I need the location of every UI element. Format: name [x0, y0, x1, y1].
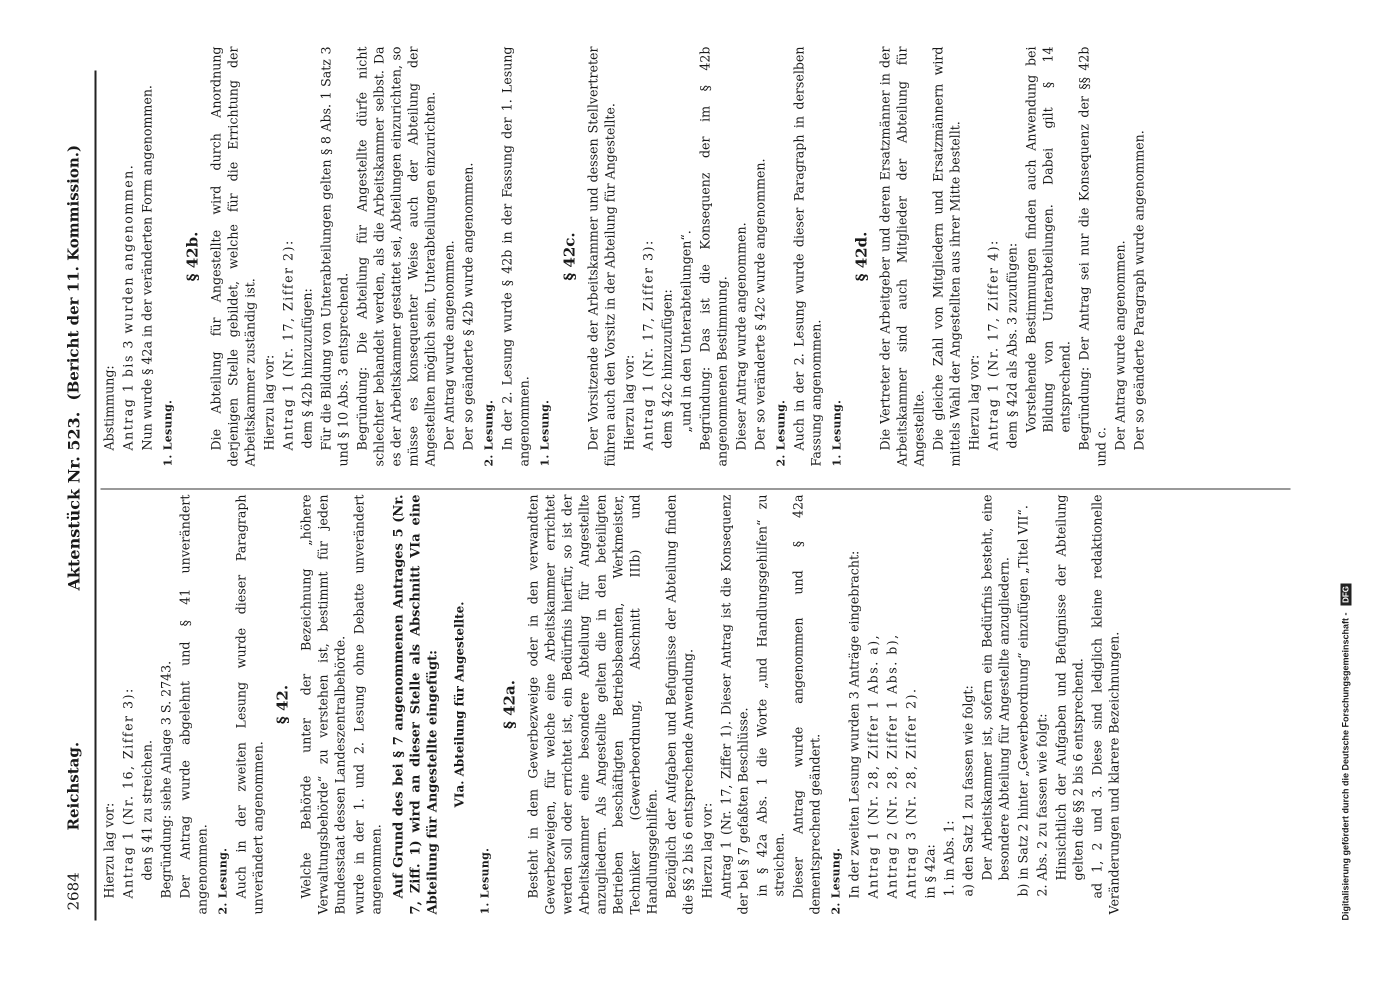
paragraph: ad 1, 2 und 3. Diese sind lediglich kleine redaktionelle Veränderungen und klarere Bezeichnungen. — [1089, 494, 1121, 914]
paragraph: a) den Satz 1 zu fassen wie folgt: — [960, 684, 975, 896]
paragraph: Antrag 3 (Nr. 28, Ziffer 2). — [903, 687, 918, 898]
paragraph: Antrag 1 (Nr. 17, Ziffer 3): — [640, 238, 655, 450]
bold-paragraph: Auf Grund des bei § 7 angenommenen Antrages 5 (Nr. 7, Ziff. 1) wird an dieser Stelle als Abschnitt VIa eine Abteilung für Angestellte eingefügt: — [391, 494, 440, 914]
paragraph: In der zweiten Lesung wurden 3 Anträge eingebracht: — [846, 550, 861, 898]
section-heading: § 42d. — [852, 231, 870, 281]
paragraph: Der Antrag wurde angenommen. — [1112, 239, 1127, 450]
paragraph: Antrag 1 (Nr. 17, Ziffer 2): — [280, 238, 295, 450]
section-label: 2. Lesung. — [216, 847, 229, 914]
right-column — [100, 46, 1290, 466]
subsection-heading: VIa. Abteilung für Angestellte. — [452, 601, 466, 807]
header-right-title: (Bericht der 11. Kommission.) — [64, 144, 82, 400]
section-heading: § 42a. — [500, 679, 518, 729]
section-label: 2. Lesung. — [482, 399, 495, 466]
paragraph: b) in Satz 2 hinter „Gewerbeordnung“ einzufügen „Titel VII“. — [1015, 504, 1030, 896]
paragraph: Begründung: siehe Anlage 3 S. 2743. — [158, 660, 173, 898]
section-label: 1. Lesung. — [161, 399, 174, 466]
page-header — [52, 70, 96, 920]
paragraph: Der Arbeitskammer ist, sofern ein Bedürfnis besteht, eine besondere Abteilung für Angestellte anzugliedern. — [979, 494, 1011, 880]
paragraph: Die Abteilung für Angestellte wird durch Anordnung derjenigen Stelle gebildet, welche für die Errichtung der Arbeitskammer zuständig ist. — [208, 46, 257, 466]
paragraph: Besteht in dem Gewerbezweige oder in den verwandten Gewerbezweigen, für welche eine Arbeitskammer errichtet werden soll oder errichtet ist, ein Bedürfnis hierfür, so ist der Arbeitskammer eine besondere Abteilung für Angestellte anzugliedern. Als Angestellte gelten die in den beteiligten Betrieben beschäftigten Betriebsbeamten, Werkmeister, Techniker (Gewerbeordnung, Abschnitt IIIb) und Handlungsgehilfen. — [525, 494, 659, 914]
paragraph: Hinsichtlich der Aufgaben und Befugnisse der Abteilung gelten die §§ 2 bis 6 entsprechend. — [1053, 494, 1085, 880]
section-label: 1. Lesung. — [538, 399, 551, 466]
paragraph: Begründung: Das ist die Konsequenz der im § 42b angenommenen Bestimmung. — [697, 46, 729, 466]
page-number: 2684 — [64, 871, 82, 910]
paragraph: Antrag 2 (Nr. 28, Ziffer 1 Abs. b), — [884, 632, 899, 898]
paragraph: Hierzu lag vor: — [966, 354, 981, 450]
paragraph: dem § 42d als Abs. 3 zuzufügen: — [1004, 242, 1019, 448]
paragraph: dem § 42c hinzuzufügen: — [659, 288, 674, 448]
header-rule — [94, 70, 96, 920]
section-label: 1. Lesung. — [830, 399, 843, 466]
paragraph: Der so geänderte § 42b wurde angenommen. — [460, 162, 475, 450]
paragraph: Dieser Antrag wurde angenommen. — [733, 221, 748, 450]
section-heading: § 42b. — [183, 231, 201, 281]
paragraph: Vorstehende Bestimmungen finden auch Anwendung bei Bildung von Unterabteilungen. Dabei gilt § 14 entsprechend. — [1023, 46, 1072, 432]
dfg-logo: DFG — [1340, 583, 1351, 606]
header-left-title: Reichstag. — [64, 741, 82, 830]
section-label: 2. Lesung. — [774, 399, 787, 466]
paragraph: Hierzu lag vor: — [621, 354, 636, 450]
paragraph: Die gleiche Zahl von Mitgliedern und Ersatzmännern wird mittels Wahl der Angestellten aus ihrer Mitte bestellt. — [930, 46, 962, 466]
paragraph: Der so geänderte Paragraph wurde angenommen. — [1131, 129, 1146, 450]
paragraph: Auch in der 2. Lesung wurde dieser Paragraph in derselben Fassung angenommen. — [791, 46, 823, 466]
paragraph: In der 2. Lesung wurde § 42b in der Fassung der 1. Lesung angenommen. — [499, 46, 531, 466]
paragraph: Hierzu lag vor: — [101, 802, 116, 898]
paragraph: Bezüglich der Aufgaben und Befugnisse der Abteilung finden die §§ 2 bis 6 entsprechende Anwendung. — [663, 494, 695, 914]
digitization-credit — [1340, 70, 1351, 920]
paragraph: Nun wurde § 42a in der veränderten Form angenommen. — [139, 84, 154, 450]
paragraph: in § 42a Abs. 1 die Worte „und Handlungsgehilfen“ zu streichen. — [754, 494, 786, 896]
paragraph: Abstimmung: — [101, 364, 116, 450]
paragraph: 1. in Abs. 1: — [941, 819, 956, 896]
paragraph: wurde in der 1. und 2. Lesung ohne Debatte unverändert angenommen. — [351, 494, 383, 914]
header-center-title: Aktenstück Nr. 523. — [64, 411, 83, 590]
paragraph: Hierzu lag vor: — [699, 802, 714, 898]
section-heading: § 42c. — [560, 231, 578, 281]
paragraph: Antrag 1 (Nr. 17, Ziffer 1). Dieser Antrag ist die Konsequenz der bei § 7 gefaßten Beschlüsse. — [718, 494, 750, 914]
paragraph: Hierzu lag vor: — [261, 354, 276, 450]
paragraph: Die Vertreter der Arbeitgeber und deren Ersatzmänner in der Arbeitskammer sind auch Mitglieder der Abteilung für Angestellte. — [877, 46, 926, 466]
paragraph: Für die Bildung von Unterabteilungen gelten § 8 Abs. 1 Satz 3 und § 10 Abs. 3 entsprechend. — [318, 46, 350, 466]
paragraph: Der Vorsitzende der Arbeitskammer und dessen Stellvertreter führen auch den Vorsitz in der Abteilung für Angestellte. — [585, 46, 617, 466]
paragraph: Antrag 1 (Nr. 17, Ziffer 4): — [985, 238, 1000, 450]
paragraph: den § 41 zu streichen. — [139, 739, 154, 880]
section-label: 1. Lesung. — [478, 847, 491, 914]
paragraph: Auch in der zweiten Lesung wurde dieser Paragraph unverändert angenommen. — [233, 494, 265, 914]
section-label: 2. Lesung. — [829, 847, 842, 914]
column-divider — [100, 488, 1290, 489]
paragraph: Der Antrag wurde angenommen. — [441, 239, 456, 450]
left-column — [100, 494, 1290, 914]
paragraph: Begründung: Der Antrag sei nur die Konsequenz der §§ 42b und c. — [1076, 46, 1108, 466]
paragraph: 2. Abs. 2 zu fassen wie folgt: — [1034, 713, 1049, 896]
paragraph: Begründung: Die Abteilung für Angestellte dürfe nicht schlechter behandelt werden, als die Arbeitskammer selbst. Da es der Arbeitskammer gestattet sei, Abteilungen einzurichten, so müsse es konsequenter Weise auch der Abteilung der Angestellten möglich sein, Unterabteilungen einzurichten. — [354, 46, 437, 466]
paragraph: dem § 42b hinzuzufügen: — [299, 287, 314, 448]
section-heading: § 42. — [273, 684, 291, 724]
paragraph: Antrag 1 (Nr. 16, Ziffer 3): — [120, 686, 135, 898]
paragraph: Antrag 1 (Nr. 28, Ziffer 1 Abs. a), — [865, 633, 880, 898]
paragraph: Der so veränderte § 42c wurde angenommen. — [752, 158, 767, 450]
paragraph: Antrag 1 bis 3 wurden angenommen. — [120, 163, 135, 450]
paragraph: Dieser Antrag wurde angenommen und § 42a dementsprechend geändert. — [790, 494, 822, 914]
paragraph: in § 42a: — [922, 843, 937, 898]
paragraph: Welche Behörde unter der Bezeichnung „höhere Verwaltungsbehörde“ zu verstehen ist, bestimmt für jeden Bundesstaat dessen Landeszentralbehörde. — [298, 494, 347, 914]
paragraph: Der Antrag wurde abgelehnt und § 41 unverändert angenommen. — [177, 494, 209, 914]
credit-text: Digitalisierung gefördert durch die Deutsche Forschungsgemeinschaft - — [1340, 611, 1350, 920]
paragraph: „und in den Unterabteilungen“. — [678, 229, 693, 432]
